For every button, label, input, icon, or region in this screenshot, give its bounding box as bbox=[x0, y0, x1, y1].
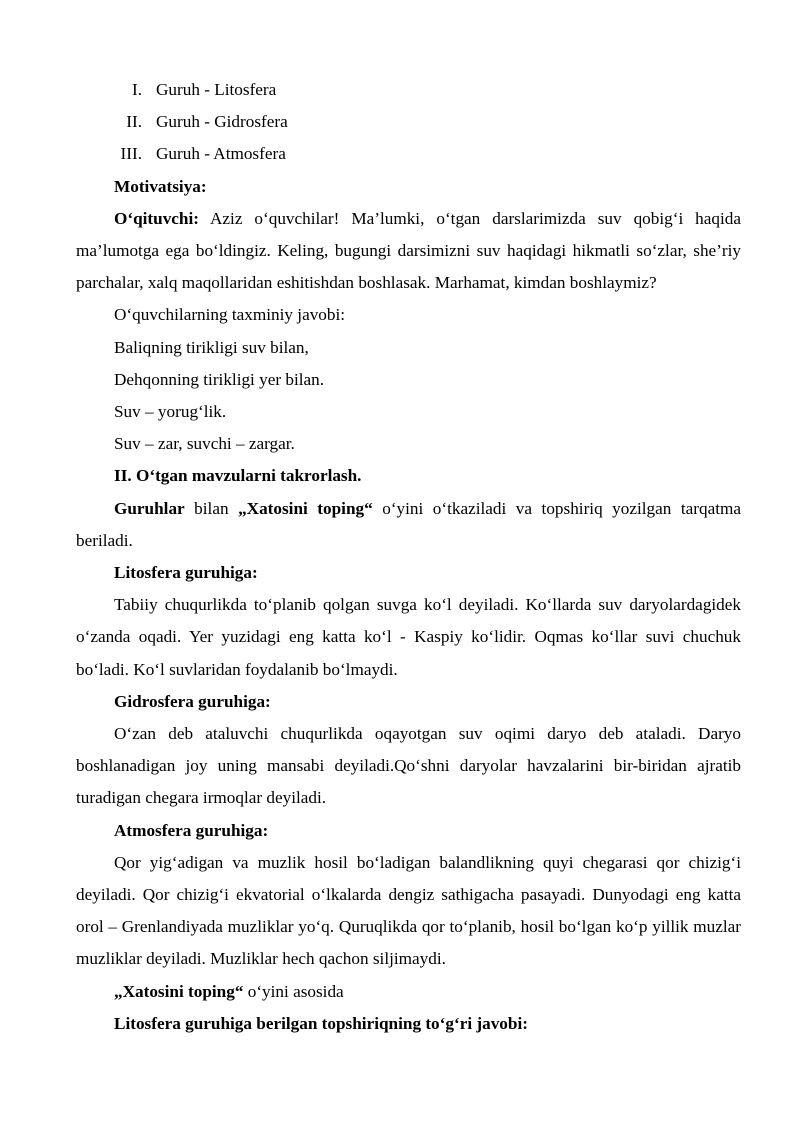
game-basis-line: „Xatosini toping“ o‘yini asosida bbox=[114, 981, 344, 1001]
group-number: II. bbox=[126, 112, 142, 132]
group-list-item bbox=[76, 74, 741, 106]
atmosfera-text: Qor yig‘adigan va muzlik hosil bo‘ladigan balandlikning quyi chegarasi qor chizig‘i deyiladi. Qor chizig‘i ekvatorial o‘lkalarda dengiz sathigacha pasayadi. Dunyodagi eng katta orol – Grenlandiyada muzliklar yo‘q. Quruqlikda qor to‘planib, hosil bo‘lgan ko‘p yillik muzlar muzliklar deyiladi. Muzliklar hech qachon siljimaydi. bbox=[76, 852, 741, 969]
answer-line: Baliqning tirikligi suv bilan, bbox=[114, 337, 309, 357]
group-label: Guruh - Gidrosfera bbox=[156, 112, 288, 132]
teacher-text: Aziz o‘quvchilar! Ma’lumki, o‘tgan darslarimizda suv qobig‘i haqida ma’lumotga ega bo‘ldingiz. Keling, bugungi darsimizni suv haqidagi hikmatli so‘zlar, she’riy parchalar, xalq maqollaridan eshitishdan boshlasak. Marhamat, kimdan boshlaymiz? bbox=[76, 208, 741, 293]
group-list-item bbox=[76, 138, 741, 170]
gidrosfera-text: O‘zan deb ataluvchi chuqurlikda oqayotgan suv oqimi daryo deb ataladi. Daryo boshlanadigan joy uning mansabi deyiladi.Qo‘shni daryolar havzalarini bir-biridan ajratib turadigan chegara irmoqlar deyiladi. bbox=[76, 724, 741, 808]
section2-heading: II. O‘tgan mavzularni takrorlash. bbox=[114, 466, 362, 486]
group-number: I. bbox=[131, 80, 142, 99]
answer-line: Suv – yorug‘lik. bbox=[114, 402, 227, 422]
gidrosfera-heading: Gidrosfera guruhiga: bbox=[114, 691, 271, 711]
answer-heading: Litosfera guruhiga berilgan topshiriqning to‘g‘ri javobi: bbox=[114, 1013, 528, 1033]
litosfera-heading: Litosfera guruhiga: bbox=[114, 563, 258, 583]
group-label: Guruh - Litosfera bbox=[156, 80, 277, 99]
group-number: III. bbox=[120, 144, 142, 164]
group-label: Guruh - Atmosfera bbox=[156, 144, 286, 164]
teacher-label: O‘qituvchi: bbox=[114, 208, 199, 228]
teacher-paragraph bbox=[76, 203, 741, 300]
answer-line: Dehqonning tirikligi yer bilan. bbox=[114, 369, 325, 389]
motivation-heading: Motivatsiya: bbox=[114, 176, 207, 196]
document-body bbox=[76, 74, 741, 1040]
answers-intro: O‘quvchilarning taxminiy javobi: bbox=[114, 305, 346, 325]
group-list-item bbox=[76, 106, 741, 138]
atmosfera-heading: Atmosfera guruhiga: bbox=[114, 820, 269, 840]
litosfera-text: Tabiiy chuqurlikda to‘planib qolgan suvga ko‘l deyiladi. Ko‘llarda suv daryolardagidek o‘zanda oqadi. Yer yuzidagi eng katta ko‘l - Kaspiy ko‘lidir. Oqmas ko‘llar suvi chuchuk bo‘ladi. Ko‘l suvlaridan foydalanib bo‘lmaydi. bbox=[76, 595, 741, 679]
answer-line: Suv – zar, suvchi – zargar. bbox=[114, 434, 295, 454]
groups-task-paragraph: Guruhlar bilan „Xatosini toping“ o‘yini o‘tkaziladi va topshiriq yozilgan tarqatma beriladi. bbox=[76, 498, 741, 550]
